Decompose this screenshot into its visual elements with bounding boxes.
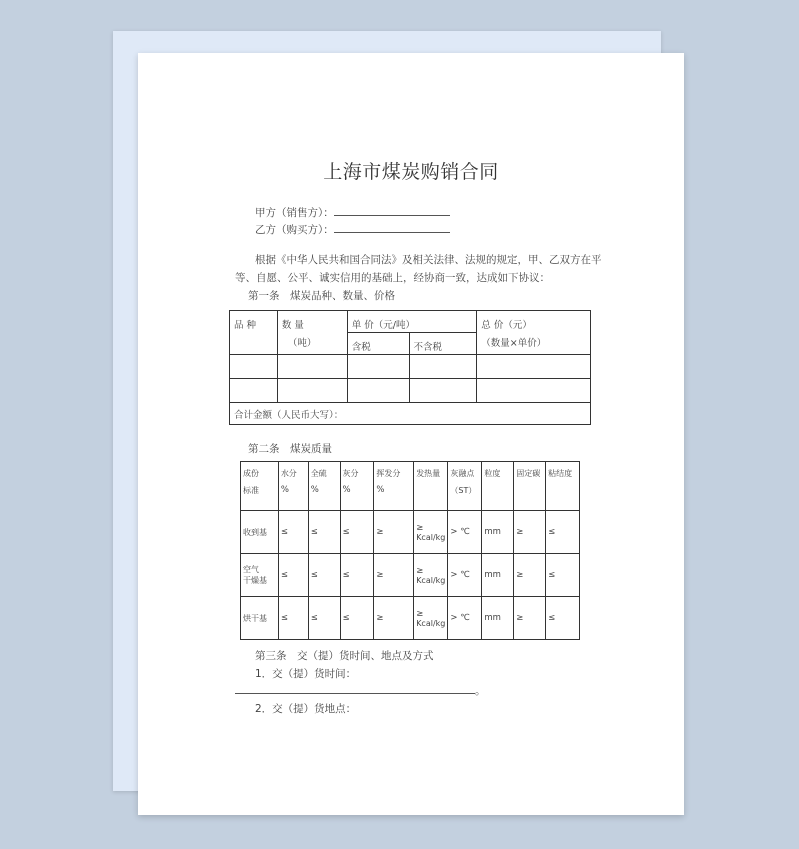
- party-b-line: [255, 222, 450, 237]
- item-1-delivery-time: 1．交（提）货时间：: [255, 668, 357, 680]
- header-caking: 粘结度: [546, 462, 580, 511]
- header-fixed-carbon: 固定碳: [514, 462, 546, 511]
- header-total-price: 总 价（元） （数量×单价）: [477, 311, 591, 355]
- party-a-blank[interactable]: [334, 205, 450, 216]
- table-row: [230, 311, 591, 333]
- header-ash-fusion: 灰融点 （ST）: [448, 462, 482, 511]
- sum-amount-cell[interactable]: 合计金额（人民币大写）：: [230, 403, 591, 425]
- table-row: 空气 干燥基 ≤ ≤ ≤ ≥ ≥ Kcal/kg > ℃ mm ≥ ≤: [241, 554, 580, 597]
- party-b-blank[interactable]: [334, 222, 450, 233]
- party-a-label: 甲方（销售方）：: [255, 207, 334, 219]
- header-total-sulfur: 全硫 %: [308, 462, 340, 511]
- header-tax-included: 含税: [347, 333, 409, 355]
- article-2-heading: 第二条 煤炭质量: [248, 443, 332, 455]
- header-moisture: 水分 %: [278, 462, 308, 511]
- article-3-heading: 第三条 交（提）货时间、地点及方式: [255, 650, 434, 662]
- row-label: 空气 干燥基: [241, 554, 279, 597]
- header-unit-price: 单 价（元/吨）: [347, 311, 477, 333]
- delivery-time-blank[interactable]: [235, 683, 475, 694]
- document-page: [138, 53, 684, 815]
- row-label: 烘干基: [241, 597, 279, 640]
- table-row: [230, 355, 591, 379]
- row-label: 收到基: [241, 511, 279, 554]
- table-row: [241, 462, 580, 511]
- header-ash: 灰分 %: [340, 462, 374, 511]
- table-row: 收到基 ≤ ≤ ≤ ≥ ≥ Kcal/kg > ℃ mm ≥ ≤: [241, 511, 580, 554]
- document-title: 上海市煤炭购销合同: [323, 161, 499, 183]
- item-2-delivery-place: 2．交（提）货地点：: [255, 703, 357, 715]
- header-volatile: 挥发分 %: [374, 462, 414, 511]
- header-quantity: 数 量 （吨）: [277, 311, 347, 355]
- header-tax-excluded: 不含税: [409, 333, 477, 355]
- party-a-line: [255, 205, 450, 220]
- table-row: [230, 379, 591, 403]
- intro-line-1: 根据《中华人民共和国合同法》及相关法律、法规的规定，甲、乙双方在平: [255, 254, 602, 266]
- table-row: [230, 403, 591, 425]
- coal-variety-table: [229, 310, 591, 425]
- header-component: 成份 标准: [241, 462, 279, 511]
- header-granularity: 粒度: [482, 462, 514, 511]
- article-1-heading: 第一条 煤炭品种、数量、价格: [248, 290, 395, 302]
- coal-quality-table: [240, 461, 580, 640]
- table-row: 烘干基 ≤ ≤ ≤ ≥ ≥ Kcal/kg > ℃ mm ≥ ≤: [241, 597, 580, 640]
- party-b-label: 乙方（购买方）：: [255, 224, 334, 236]
- item-1-blank-line: 。: [235, 683, 486, 698]
- intro-line-2: 等、自愿、公平、诚实信用的基础上，经协商一致，达成如下协议：: [235, 272, 550, 284]
- header-variety: 品 种: [230, 311, 278, 355]
- header-calorific: 发热量: [414, 462, 448, 511]
